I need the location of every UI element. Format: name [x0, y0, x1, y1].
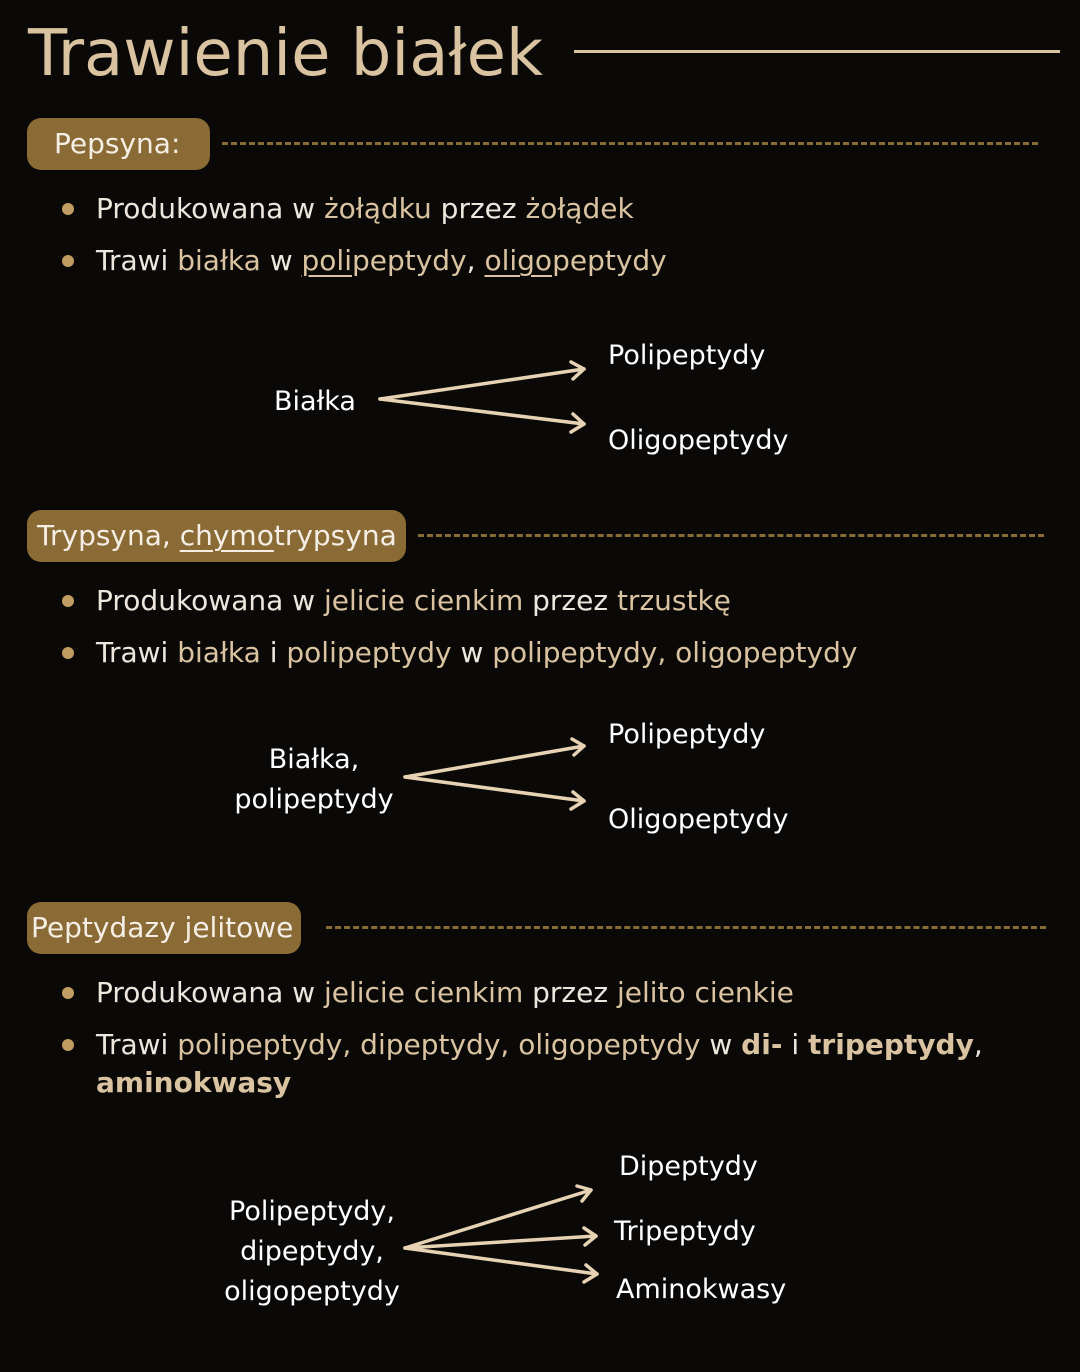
page-title: Trawienie białek	[28, 17, 544, 91]
diagram-target-label: Oligopeptydy	[608, 804, 789, 835]
arrow-to-aminokwasy	[405, 1248, 597, 1274]
bullet-item-origin: Produkowana w żołądku przez żołądek	[30, 190, 667, 228]
section-heading-trypsyna: Trypsyna, chymotrypsyna	[27, 510, 406, 562]
bullet-item-digests: Trawi białka w polipeptydy, oligopeptydy	[30, 242, 667, 280]
bullet-item-digests: Trawi polipeptydy, dipeptydy, oligopeptydy w di- i tripeptydy, aminokwasy	[30, 1026, 983, 1102]
section-heading-peptydazy: Peptydazy jelitowe	[27, 902, 301, 954]
diagram-target-label: Polipeptydy	[608, 340, 766, 371]
diagram-target-label: Aminokwasy	[616, 1274, 787, 1305]
diagram-source-label: Białka, polipeptydy	[234, 744, 394, 815]
bullet-item-origin: Produkowana w jelicie cienkim przez jelito cienkie	[30, 974, 983, 1012]
diagram-target-label: Oligopeptydy	[608, 425, 789, 456]
diagram-source-label: Białka	[274, 386, 356, 417]
diagram-target-label: Polipeptydy	[608, 719, 766, 750]
diagram-target-label: Dipeptydy	[619, 1151, 758, 1182]
bullet-item-digests: Trawi białka i polipeptydy w polipeptydy, oligopeptydy	[30, 634, 857, 672]
bullet-item-origin: Produkowana w jelicie cienkim przez trzustkę	[30, 582, 857, 620]
diagram-target-label: Tripeptydy	[614, 1216, 756, 1247]
diagram-source-label: Polipeptydy, dipeptydy, oligopeptydy	[224, 1196, 400, 1307]
section-heading-pepsyna: Pepsyna:	[27, 118, 210, 170]
